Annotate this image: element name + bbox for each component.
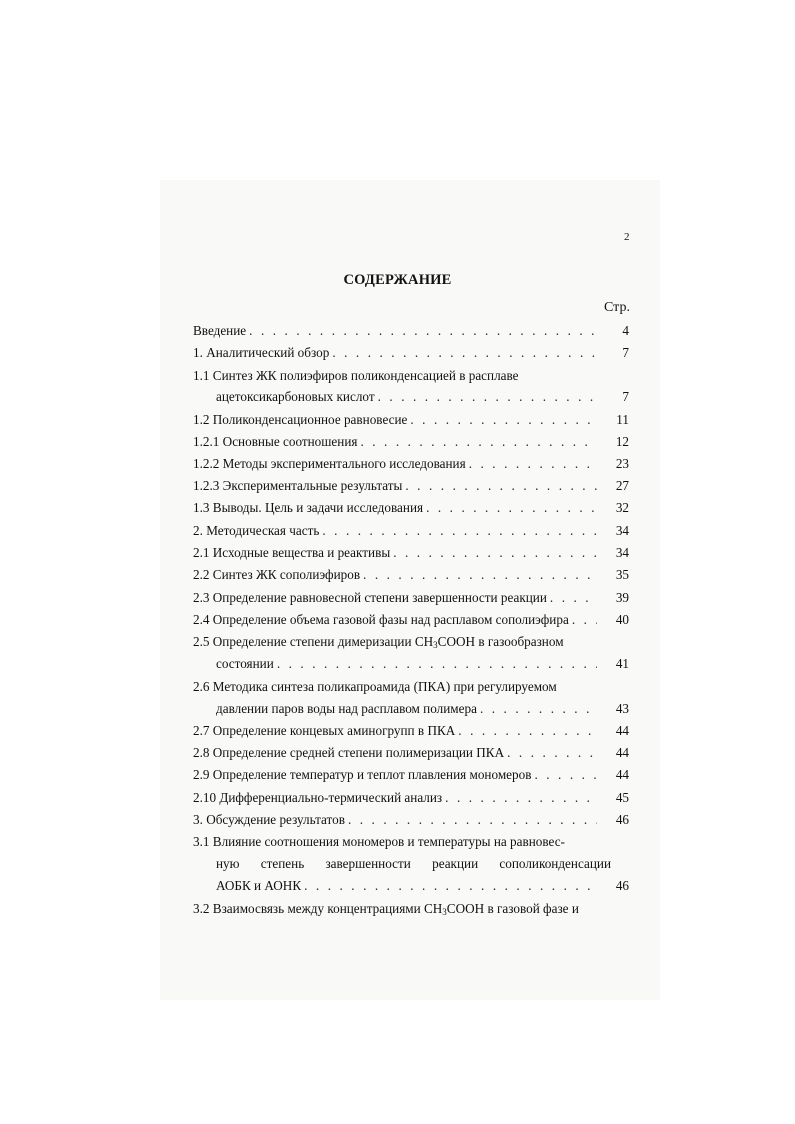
toc-entry-title: 2.4 Определение объема газовой фазы над расплавом сополиэфира (193, 612, 569, 627)
dot-leader (322, 522, 597, 540)
dot-leader (304, 877, 597, 895)
dot-leader (249, 322, 597, 340)
toc-entry-title: 3. Обсуждение результатов (193, 812, 345, 827)
toc-entry-page: 44 (615, 767, 629, 782)
dot-leader (277, 655, 597, 673)
toc-entry-page: 35 (615, 567, 629, 582)
toc-entry-title: 2.2 Синтез ЖК сополиэфиров (193, 567, 361, 582)
chem-subscript: 3 (442, 907, 447, 917)
toc-entry-page: 45 (615, 790, 629, 805)
toc-entry (193, 789, 635, 807)
toc-entry-page: 46 (615, 812, 629, 827)
toc-entry (193, 433, 635, 451)
dot-leader (469, 455, 597, 473)
toc-entry-title: 2. Методическая часть (193, 523, 320, 538)
toc-entry-title-cont: ную степень завершенности реакции сополиконденсации (216, 856, 611, 871)
toc-entry (193, 344, 635, 362)
dot-leader (360, 433, 597, 451)
toc-entry-page: 27 (615, 478, 629, 493)
toc-entry-title-cont: давлении паров воды над расплавом полимера (216, 701, 477, 716)
toc-entry-page: 46 (615, 878, 629, 893)
toc-entry-title: 3.1 Влияние соотношения мономеров и температуры на равновес- (193, 834, 565, 849)
toc-entry-title: 1.2.3 Экспериментальные результаты (193, 478, 403, 493)
dot-leader (458, 722, 597, 740)
dot-leader (507, 744, 597, 762)
dot-leader (445, 789, 597, 807)
page-column-header: Стр. (604, 300, 630, 315)
toc-entry (193, 722, 635, 740)
toc-entry-title (193, 900, 579, 918)
toc-entry-page: 7 (622, 389, 629, 404)
dot-leader (363, 566, 597, 584)
toc-entry (216, 655, 635, 673)
toc-entry-title: 2.8 Определение средней степени полимеризации ПКА (193, 745, 505, 760)
toc-entry (193, 589, 635, 607)
toc-entry-title: 1.3 Выводы. Цель и задачи исследования (193, 500, 424, 515)
toc-entry (193, 611, 635, 629)
toc-entry-page: 12 (615, 434, 629, 449)
toc-entry-title: 2.1 Исходные вещества и реактивы (193, 545, 391, 560)
toc-entry-title-part: 2.5 Определение степени димеризации CH (193, 634, 434, 649)
toc-entry-title: 1.2 Поликонденсационное равновесие (193, 412, 408, 427)
dot-leader (393, 544, 597, 562)
toc-entry (193, 411, 635, 429)
toc-entry-page: 44 (615, 723, 629, 738)
dot-leader (572, 611, 597, 629)
toc-entry-title-part: COOH в газообразном (437, 634, 564, 649)
dot-leader (426, 499, 597, 517)
dot-leader (410, 411, 597, 429)
toc-entry-title-part: 3.2 Взаимосвязь между концентрациями CH (193, 901, 443, 916)
toc-entry-page: 34 (615, 545, 629, 560)
toc-entry (216, 877, 635, 895)
page-number: 2 (624, 231, 630, 243)
toc-entry-page: 32 (615, 500, 629, 515)
toc-entry (216, 700, 635, 718)
toc-entry-title-part: COOH в газовой фазе и (446, 901, 579, 916)
toc-entry-page: 40 (615, 612, 629, 627)
toc-entry (193, 744, 635, 762)
toc-entry-page: 44 (615, 745, 629, 760)
toc-entry-title: 2.10 Дифференциально-термический анализ (193, 790, 443, 805)
toc-entry-page: 23 (615, 456, 629, 471)
toc-entry-title (193, 633, 564, 651)
toc-entry-title: 1.2.2 Методы экспериментального исследования (193, 456, 466, 471)
toc-entry (193, 322, 635, 340)
toc-entry-title-cont: состоянии (216, 656, 274, 671)
toc-entry-page: 41 (615, 656, 629, 671)
toc-entry-title: Введение (193, 323, 247, 338)
dot-leader (480, 700, 597, 718)
dot-leader (550, 589, 597, 607)
toc-entry (193, 811, 635, 829)
toc-entry-title: 2.9 Определение температур и теплот плавления мономеров (193, 767, 532, 782)
toc-entry-page: 4 (622, 323, 629, 338)
chem-subscript: 3 (433, 640, 438, 650)
dot-leader (378, 388, 597, 406)
toc-entry-page: 7 (622, 345, 629, 360)
toc-entry (193, 544, 635, 562)
toc-entry-page: 39 (615, 590, 629, 605)
toc-entry (193, 522, 635, 540)
toc-entry-title: 2.7 Определение концевых аминогрупп в ПКА (193, 723, 456, 738)
toc-entry-title: 2.6 Методика синтеза поликапроамида (ПКА) при регулируемом (193, 679, 557, 694)
toc-entry-page: 11 (616, 412, 629, 427)
toc-entry-title-cont: АОБК и АОНК (216, 878, 302, 893)
toc-entry (193, 499, 635, 517)
toc-entry-title-cont: ацетоксикарбоновых кислот (216, 389, 375, 404)
toc-entry-title: 1.2.1 Основные соотношения (193, 434, 358, 449)
toc-entry (193, 455, 635, 473)
dot-leader (332, 344, 597, 362)
dot-leader (405, 477, 597, 495)
toc-entry-title: 2.3 Определение равновесной степени завершенности реакции (193, 590, 547, 605)
toc-entry (193, 766, 635, 784)
page-title: СОДЕРЖАНИЕ (343, 272, 452, 288)
toc-entry-page: 34 (615, 523, 629, 538)
dot-leader (534, 766, 597, 784)
toc-entry (216, 388, 635, 406)
toc-entry-title: 1.1 Синтез ЖК полиэфиров поликонденсацией в расплаве (193, 368, 519, 383)
toc-entry-page: 43 (615, 701, 629, 716)
toc-entry (193, 477, 635, 495)
toc-entry-title: 1. Аналитический обзор (193, 345, 330, 360)
toc-entry (193, 566, 635, 584)
dot-leader (348, 811, 597, 829)
